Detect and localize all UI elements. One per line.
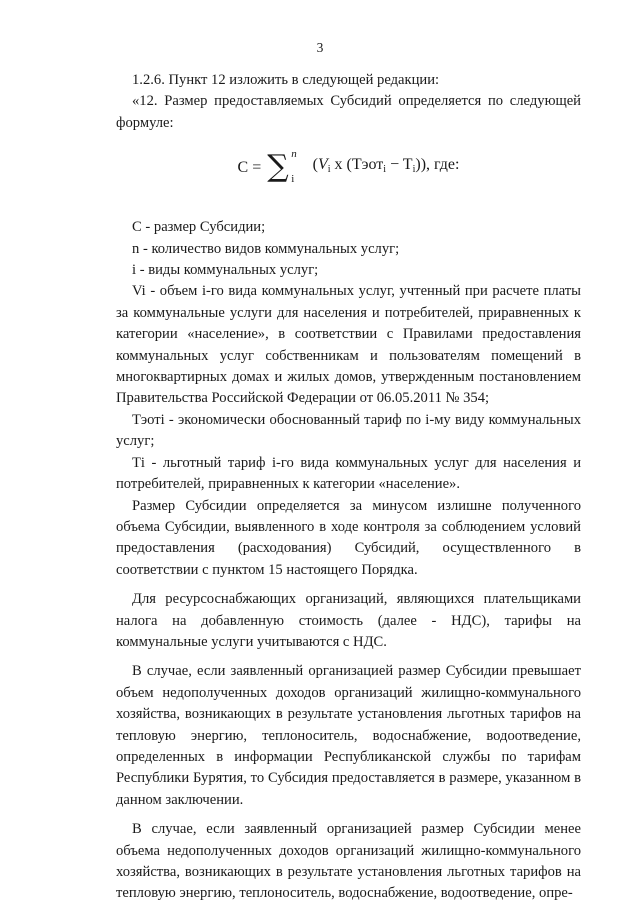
definition-vi: Vi - объем i-го вида коммунальных услуг, учтенный при расчете платы за коммунальные услуги для населения и потребителей, приравненных к категории «население», в соответствии с Правилами предоставления коммунальных услуг собственникам и пользователям помещений в многоквартирных домах и жилых домов, утвержденным постановлением Правительства Российской Федерации от 06.05.2011 № 354; [116, 283, 581, 407]
spacer [116, 811, 581, 819]
subsidy-formula [116, 148, 581, 198]
paragraph-exceeds: В случае, если заявленный организацией размер Субсидии превышает объем недополученных доходов организаций жилищно-коммунального хозяйства, возникающих в результате установления льготных тарифов на тепловую энергию, теплоноситель, водоснабжение, водоотведение, определенных в информации Республиканской службы по тарифам Республики Бурятия, то Субсидия предоставляется в размере, указанном в данном заключении. [116, 663, 581, 808]
sum-lower-limit: i [291, 172, 295, 185]
spacer [116, 581, 581, 589]
definition-n: n - количество видов коммунальных услуг; [132, 240, 400, 257]
formula-sub-t: i [412, 164, 416, 176]
formula-minus: − T [386, 156, 413, 174]
paragraph-vat: Для ресурсоснабжающих организаций, являющихся плательщиками налога на добавленную стоимость (далее - НДС), тарифы на коммунальные услуги учитываются с НДС. [116, 591, 581, 650]
formula-times: x (Тэот [330, 156, 384, 174]
spacer [116, 653, 581, 661]
definition-teoti: Тэоті - экономически обоснованный тариф по і-му виду коммунальных услуг; [116, 411, 581, 450]
definition-c: С - размер Субсидии; [132, 219, 266, 236]
paragraph-subsidy-deduction: Размер Субсидии определяется за минусом излишне полученного объема Субсидии, выявленного в ходе контроля за соблюдением условий предоставления (расходования) Субсидий, осуществленного в соответствии с пунктом 15 настоящего Порядка. [116, 497, 581, 578]
paragraph-less-than: В случае, если заявленный организацией размер Субсидии менее объема недополученных доходов организаций жилищно-коммунального хозяйства, возникающих в результате установления льготных тарифов на тепловую энергию, теплоноситель, водоснабжение, водоотведение, опре- [116, 821, 581, 902]
paragraph-intro: 1.2.6. Пункт 12 изложить в следующей редакции: [132, 72, 440, 88]
document-body [116, 70, 581, 905]
formula-open-paren: ( [312, 156, 318, 174]
definition-ti: Ті - льготный тариф і-го вида коммунальных услуг для населения и потребителей, приравненных к категории «население». [116, 454, 581, 493]
formula-close: )), где: [415, 156, 460, 174]
sum-operator [267, 148, 297, 185]
formula-lhs: C = [237, 158, 262, 176]
formula-body [313, 154, 460, 180]
sigma-icon: ∑ [267, 149, 289, 185]
formula-sub-teot: i [383, 164, 387, 176]
formula-var-v: V [317, 156, 328, 174]
page-number: 3 [316, 40, 324, 55]
formula-sub-v: i [327, 164, 331, 176]
paragraph-point-12: «12. Размер предоставляемых Субсидий определяется по следующей формуле: [116, 93, 581, 131]
sum-upper-limit: n [291, 148, 297, 161]
definition-i: i - виды коммунальных услуг; [132, 262, 319, 279]
